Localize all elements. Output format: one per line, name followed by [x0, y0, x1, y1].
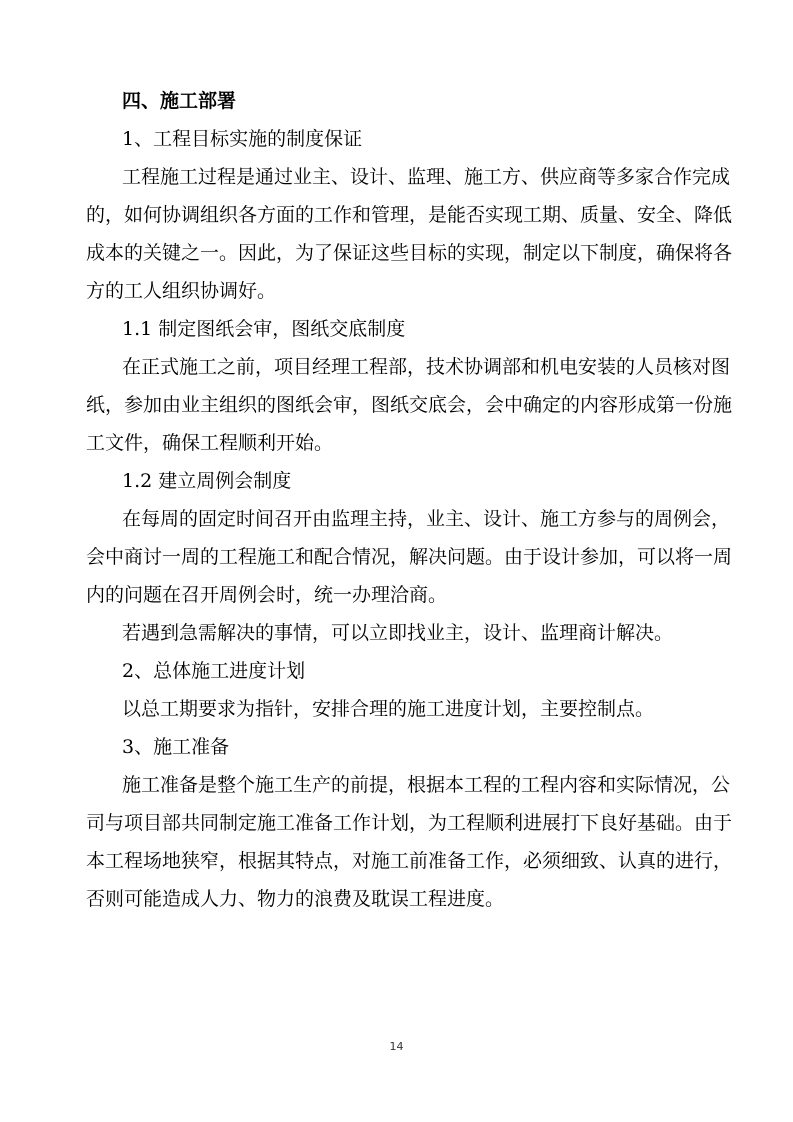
paragraph-line: 成本的关键之一。因此，为了保证这些目标的实现，制定以下制度，确保将各 — [86, 242, 733, 264]
page-number: 14 — [389, 1040, 404, 1053]
paragraph-line: 否则可能造成人力、物力的浪费及耽误工程进度。 — [86, 888, 505, 910]
heading-1-2: 1.2 建立周例会制度 — [122, 470, 292, 492]
paragraph-line: 本工程场地狭窄，根据其特点，对施工前准备工作，必须细致、认真的进行， — [86, 850, 733, 872]
paragraph-line: 工程施工过程是通过业主、设计、监理、施工方、供应商等多家合作完成 — [122, 166, 731, 188]
heading-1-1: 1.1 制定图纸会审，图纸交底制度 — [122, 318, 406, 340]
paragraph-line: 施工准备是整个施工生产的前提，根据本工程的工程内容和实际情况，公 — [122, 774, 731, 796]
paragraph-line: 方的工人组织协调好。 — [86, 280, 277, 302]
heading-3: 3、施工准备 — [122, 736, 230, 758]
paragraph-line: 纸，参加由业主组织的图纸会审，图纸交底会，会中确定的内容形成第一份施 — [86, 394, 733, 416]
page-body — [86, 82, 733, 918]
paragraph-line: 会中商讨一周的工程施工和配合情况，解决问题。由于设计参加，可以将一周 — [86, 546, 733, 568]
paragraph-line: 若遇到急需解决的事情，可以立即找业主，设计、监理商计解决。 — [122, 622, 674, 644]
section-title: 四、施工部署 — [122, 90, 237, 112]
heading-1: 1、工程目标实施的制度保证 — [122, 128, 363, 150]
paragraph-line: 内的问题在召开周例会时，统一办理洽商。 — [86, 584, 448, 606]
paragraph-line: 司与项目部共同制定施工准备工作计划，为工程顺利进展打下良好基础。由于 — [86, 812, 733, 834]
paragraph-line: 在每周的固定时间召开由监理主持，业主、设计、施工方参与的周例会， — [122, 508, 731, 530]
heading-2: 2、总体施工进度计划 — [122, 660, 306, 682]
paragraph-line: 在正式施工之前，项目经理工程部，技术协调部和机电安装的人员核对图 — [122, 356, 731, 378]
paragraph-line: 以总工期要求为指针，安排合理的施工进度计划，主要控制点。 — [122, 698, 655, 720]
paragraph-line: 的，如何协调组织各方面的工作和管理，是能否实现工期、质量、安全、降低 — [86, 204, 733, 226]
paragraph-line: 工文件，确保工程顺利开始。 — [86, 432, 334, 454]
